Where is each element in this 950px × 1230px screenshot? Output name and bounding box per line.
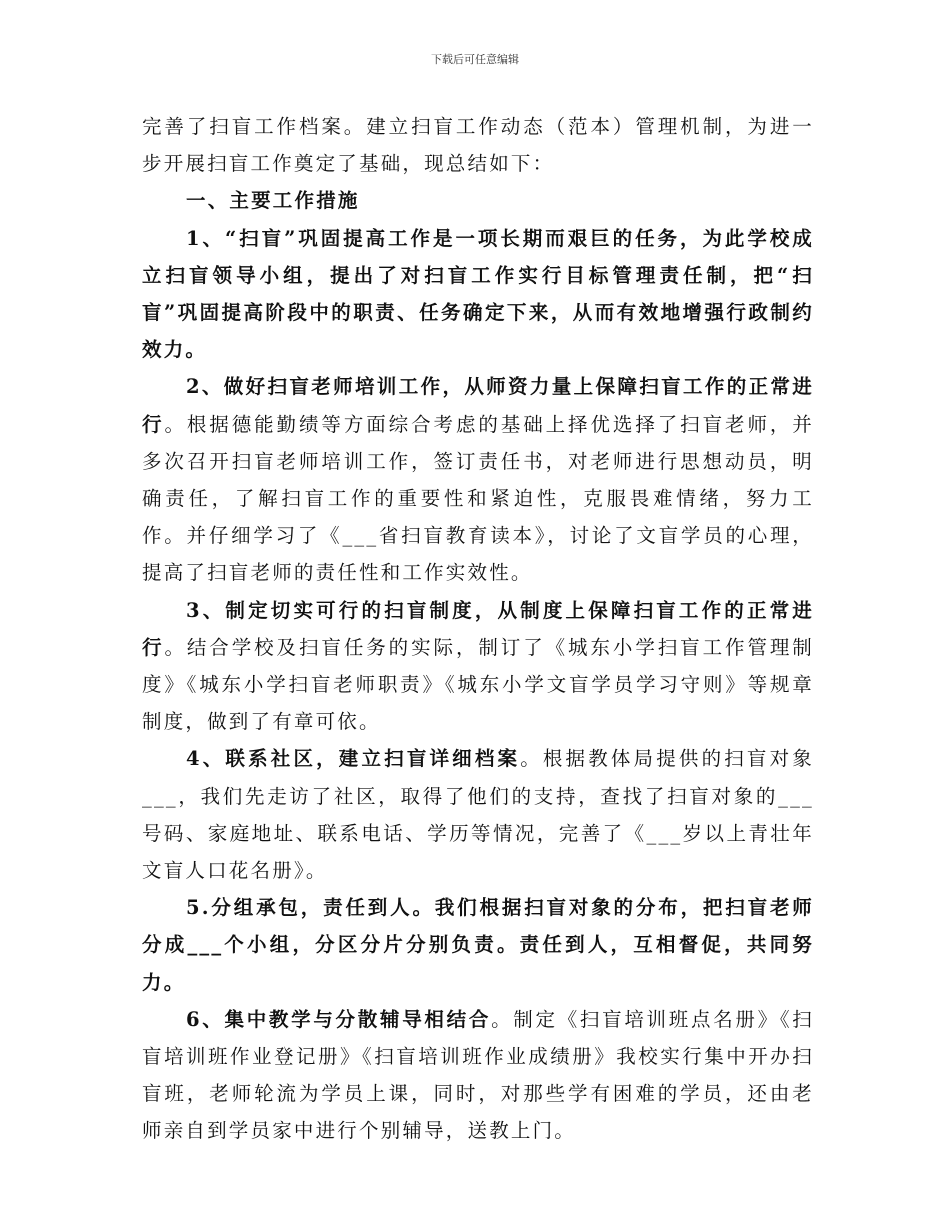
item-6-heading: 6、集中教学与分散辅导相结合 <box>186 1007 492 1031</box>
item-3-heading: 3、制定切实可行的扫盲制度，从制度上保障扫盲工作的正常进行 <box>142 598 814 659</box>
paragraph-item-4 <box>142 740 814 889</box>
document-body <box>142 108 814 1150</box>
paragraph-item-2 <box>142 368 814 591</box>
paragraph-intro: 完善了扫盲工作档案。建立扫盲工作动态（范本）管理机制，为进一步开展扫盲工作奠定了基础，现总结如下： <box>142 115 814 176</box>
paragraph-item-3 <box>142 592 814 741</box>
paragraph-item-1: 1、“扫盲”巩固提高工作是一项长期而艰巨的任务，为此学校成立扫盲领导小组，提出了对扫盲工作实行目标管理责任制，把“扫盲”巩固提高阶段中的职责、任务确定下来，从而有效地增强行政制约效力。 <box>142 226 814 362</box>
item-3-body: 。结合学校及扫盲任务的实际，制订了《城东小学扫盲工作管理制度》《城东小学扫盲老师职责》《城东小学文盲学员学习守则》等规章制度，做到了有章可依。 <box>142 635 814 734</box>
item-2-body: 。根据德能勤绩等方面综合考虑的基础上择优选择了扫盲老师，并多次召开扫盲老师培训工作，签订责任书，对老师进行思想动员，明确责任，了解扫盲工作的重要性和紧迫性，克服畏难情绪，努力工作。并仔细学习了《___省扫盲教育读本》，讨论了文盲学员的心理，提高了扫盲老师的责任性和工作实效性。 <box>142 412 814 585</box>
item-4-body: 。根据教体局提供的扫盲对象___，我们先走访了社区，取得了他们的支持，查找了扫盲对象的___号码、家庭地址、联系电话、学历等情况，完善了《___岁以上青壮年文盲人口花名册》。 <box>142 747 814 883</box>
section-heading: 一、主要工作措施 <box>186 189 360 213</box>
paragraph-item-5: 5.分组承包，责任到人。我们根据扫盲对象的分布，把扫盲老师分成___个小组，分区分片分别负责。责任到人，互相督促，共同努力。 <box>142 896 814 994</box>
page-header: 下载后可任意编辑 <box>431 53 519 66</box>
item-6-body: 。制定《扫盲培训班点名册》《扫盲培训班作业登记册》《扫盲培训班作业成绩册》我校实行集中开办扫盲班，老师轮流为学员上课，同时，对那些学有困难的学员，还由老师亲自到学员家中进行个别辅导，送教上门。 <box>142 1007 814 1143</box>
item-2-heading: 2、做好扫盲老师培训工作，从师资力量上保障扫盲工作的正常进行 <box>142 375 814 436</box>
paragraph-item-6 <box>142 1001 814 1150</box>
item-4-heading: 4、联系社区，建立扫盲详细档案 <box>186 747 521 771</box>
